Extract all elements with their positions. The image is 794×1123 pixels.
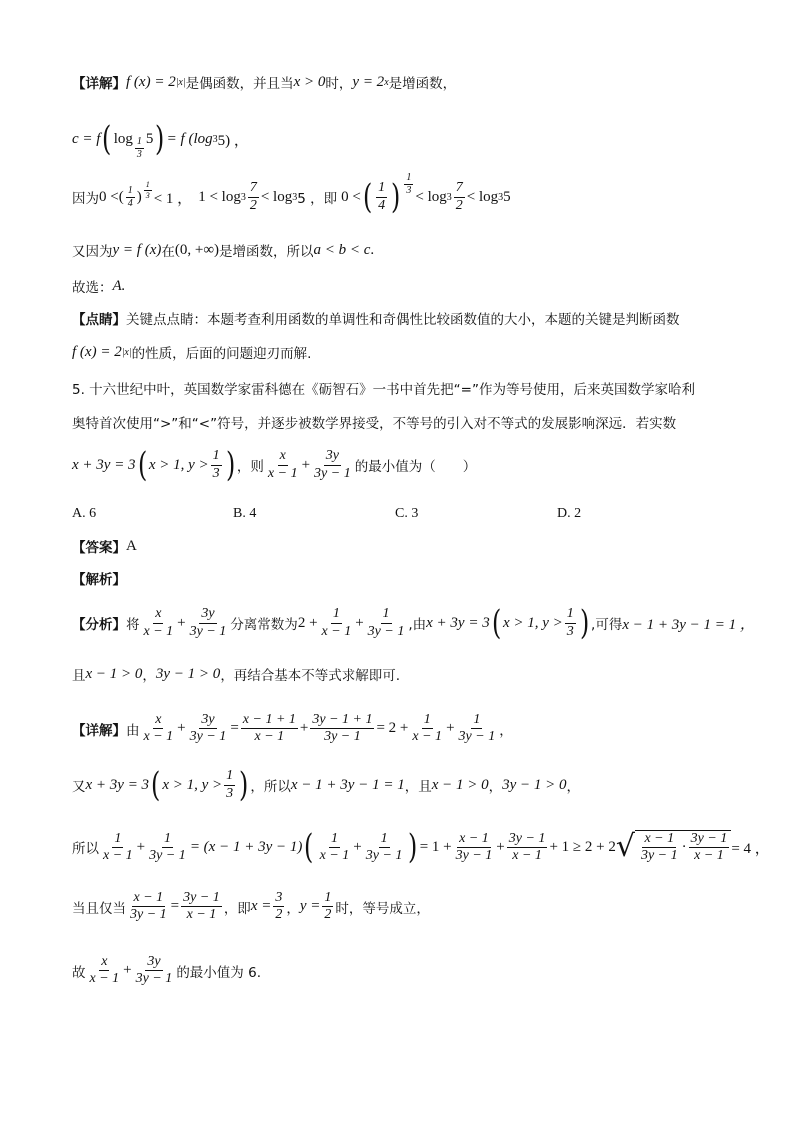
fraction: $\frac{3y}{3y - 1}$ [314, 448, 351, 481]
math: f (x) = 2 [72, 343, 122, 360]
math: = f (log [166, 130, 213, 147]
math: + [123, 962, 132, 979]
fraction: $\frac{1}{3}$ [226, 768, 234, 801]
text: 是偶函数，并且当 [185, 76, 294, 92]
math: 0 <( [99, 188, 124, 205]
math: x − 1 > 0 [431, 776, 489, 793]
math: x + 3y = 3 [426, 614, 490, 631]
detail-line-3 [72, 172, 754, 217]
answer-value: A [126, 537, 137, 554]
text: 的最小值为 6. [176, 964, 261, 981]
math-sub: 3 [292, 191, 298, 203]
text: 且 [72, 668, 86, 684]
math: log [113, 130, 133, 147]
math: x − 1 + 3y − 1 = 1 [290, 776, 405, 793]
text: ，则 [236, 459, 264, 475]
text: ，再结合基本不等式求解即可. [220, 668, 401, 684]
math: x − 1 > 0 [85, 665, 143, 682]
fraction: $\frac{3y - 1}{x - 1}$ [690, 831, 728, 864]
math-sub: 3 [212, 133, 218, 145]
fraction: $\frac{1}{4}$ [127, 185, 133, 209]
math: · [681, 839, 687, 856]
math: x > 1, y > [162, 776, 223, 793]
math-exp: |x| [121, 346, 132, 358]
fraction: $\frac{x - 1}{3y - 1}$ [455, 830, 493, 863]
math: x + 3y = 3 [72, 456, 136, 473]
text: ，所以 [250, 779, 291, 795]
text: ，即 [223, 900, 251, 917]
math: 3y − 1 > 0 [502, 776, 567, 793]
math: + [301, 456, 311, 473]
math: y = f (x) [112, 241, 162, 258]
paren-right: ) [391, 177, 401, 217]
text: 所以 [72, 841, 99, 858]
analysis-heading [72, 568, 754, 588]
analysis-line-1 [72, 603, 755, 643]
text: ， [499, 722, 513, 739]
math: x = [250, 898, 272, 915]
analysis-line-2 [72, 664, 754, 684]
math: + [353, 838, 362, 855]
fraction: $\frac{3y}{3y - 1}$ [189, 712, 227, 745]
math: 2 + [297, 614, 318, 631]
math: < 1 ， [153, 190, 193, 207]
fraction: $\frac{1}{x - 1}$ [321, 606, 352, 639]
math: A. [112, 277, 126, 294]
paren-left: ( [137, 445, 147, 485]
math: < log [260, 188, 293, 205]
math: ) [136, 188, 142, 205]
math: + [496, 838, 505, 855]
math: . [370, 241, 375, 258]
text: 关键点点睛：本题考查利用函数的单调性和奇偶性比较函数值的大小，本题的关键是判断函数 [126, 312, 680, 328]
fraction-exp: $\frac{1}{3}$ [406, 172, 412, 196]
text: 的最小值为（ ） [354, 459, 477, 475]
math-y: y = 2 [352, 73, 385, 90]
fraction: $\frac{3y}{3y - 1}$ [189, 606, 227, 639]
section-tag-analysis: 【解析】 [72, 572, 126, 588]
section-tag-analyze: 【分析】 [72, 617, 126, 633]
fraction: $\frac{1}{x - 1}$ [412, 712, 443, 745]
problem-line-2 [72, 412, 754, 432]
text: 时， [325, 76, 353, 92]
option-c: C. 3 [395, 506, 419, 521]
fraction: $\frac{x}{x - 1}$ [89, 954, 120, 987]
math: 5 [503, 188, 511, 205]
problem-text: 奥特首次使用“>”和“<”符号，并逐步被数学界接受，不等号的引入对不等式的发展影响深远．若实数 [72, 416, 677, 432]
fraction: $\frac{1}{2}$ [324, 890, 332, 923]
math: = (x − 1 + 3y − 1) [189, 838, 303, 855]
math: y = [299, 898, 321, 915]
problem-line-3 [72, 445, 754, 485]
problem-text: 5. 十六世纪中叶，英国数学家雷科德在《砺智石》一书中首先把“=”作为等号使用，后来英国数学家哈利 [72, 382, 695, 398]
math: + [177, 614, 186, 631]
text: 故选： [72, 280, 113, 296]
fraction: $\frac{1}{3y - 1}$ [367, 606, 405, 639]
solution-line-1 [72, 712, 754, 745]
math: = [230, 720, 239, 737]
paren-right: ) [155, 119, 165, 159]
fraction: $\frac{1}{3}$ [566, 606, 574, 639]
paren-left: ( [362, 177, 373, 217]
fraction: $\frac{3y - 1}{x - 1}$ [508, 830, 546, 863]
math: x + 3y = 3 [85, 776, 150, 793]
paren-left: ( [491, 603, 501, 643]
fraction: $\frac{x - 1}{3y - 1}$ [640, 831, 678, 864]
math: = 2 + [376, 720, 409, 737]
solution-line-4 [72, 890, 754, 923]
text: 是增函数， [388, 76, 457, 92]
fraction: $\frac{x}{x - 1}$ [267, 448, 298, 481]
math: + [136, 838, 146, 855]
math: a < b < c [313, 241, 371, 258]
fraction: $\frac{1}{x - 1}$ [103, 830, 133, 863]
text: ,由 [408, 617, 427, 633]
math: 0 < [341, 188, 361, 205]
math: = 1 + [419, 838, 452, 855]
paren-right: ) [408, 827, 418, 868]
fraction: $\frac{x}{x - 1}$ [143, 712, 174, 745]
note-line-1 [72, 308, 754, 328]
section-tag-answer: 【答案】 [72, 540, 126, 556]
sqrt: √ $\frac{x - 1}{3y - 1}$ · $\frac{3y - 1}{x - 1}$ [616, 830, 731, 864]
text: ， [142, 668, 156, 684]
math: 1 < log [198, 188, 241, 205]
solution-line-2 [72, 765, 754, 805]
math: x − 1 + 3y − 1 = 1 ， [622, 616, 755, 633]
option-d: D. 2 [557, 506, 582, 521]
solution-line-5 [72, 954, 754, 987]
fraction: $\frac{x}{x - 1}$ [143, 606, 174, 639]
math-sub: 3 [446, 191, 452, 203]
fraction: $\frac{1}{3y - 1}$ [365, 830, 403, 863]
fraction: $\frac{1}{3y - 1}$ [149, 830, 186, 863]
fraction: $\frac{3y - 1}{x - 1}$ [183, 890, 220, 923]
text: 由 [126, 722, 140, 739]
text: 的性质，后面的问题迎刃而解. [131, 346, 312, 362]
section-tag-note: 【点睛】 [72, 312, 126, 328]
text: 当且仅当 [72, 900, 126, 917]
problem-line-1 [72, 378, 754, 398]
paren-left: ( [102, 119, 112, 159]
fraction: $\frac{1}{4}$ [378, 180, 386, 213]
math: < log [466, 188, 499, 205]
math: 5) ， [217, 132, 249, 149]
math: + 1 ≥ 2 + 2 [549, 838, 616, 855]
detail-line-1 [72, 72, 754, 92]
math-sub: 3 [498, 191, 504, 203]
text: 5 ，即 [297, 191, 338, 207]
math: x > 1, y > [148, 456, 209, 473]
math: = [170, 898, 180, 915]
fraction: $\frac{x - 1 + 1}{x - 1}$ [242, 712, 296, 745]
math: = 4 ， [731, 840, 770, 857]
fraction: $\frac{7}{2}$ [249, 180, 257, 213]
text: 因为 [72, 191, 99, 207]
section-tag-detail: 【详解】 [72, 76, 126, 92]
option-a: A. 6 [72, 506, 97, 521]
text: ， [566, 779, 581, 795]
paren-right: ) [225, 445, 235, 485]
fraction: $\frac{1}{3y - 1}$ [458, 712, 496, 745]
math: x > 1, y > [502, 614, 563, 631]
fraction-base: $\frac{1}{3}$ [136, 136, 142, 160]
detail-line-4 [72, 240, 754, 260]
fraction: $\frac{x - 1}{3y - 1}$ [130, 890, 167, 923]
math: + [446, 720, 455, 737]
math: + [177, 720, 186, 737]
paren-left: ( [151, 765, 161, 805]
math: 3y − 1 > 0 [155, 665, 221, 682]
math: c = f [72, 130, 101, 147]
text: ,可得 [591, 617, 623, 633]
text: ， [286, 900, 300, 917]
fraction: $\frac{3y}{3y - 1}$ [135, 954, 173, 987]
math-cond: x > 0 [293, 73, 326, 90]
paren-left: ( [304, 827, 314, 868]
math: (0, +∞) [174, 241, 220, 258]
note-line-2 [72, 342, 754, 362]
fraction: $\frac{1}{3}$ [212, 448, 220, 481]
math: + [355, 614, 364, 631]
solution-line-3 [72, 827, 770, 868]
text: 故 [72, 964, 86, 981]
math-abs-exp: |x| [175, 76, 186, 88]
math: < log [415, 188, 447, 205]
answer-line [72, 536, 754, 556]
text: ，且 [404, 779, 432, 795]
math-fx: f (x) = 2 [126, 73, 176, 90]
option-b: B. 4 [233, 506, 257, 521]
text: 又 [72, 779, 86, 795]
math-sub: 3 [240, 191, 246, 203]
fraction-exp: $\frac{1}{3}$ [145, 180, 150, 200]
text: 时，等号成立， [335, 900, 430, 917]
math-exp: x [384, 76, 389, 88]
answer-choice-line [72, 276, 754, 296]
section-tag-detail: 【详解】 [72, 722, 126, 739]
text: 是增函数，所以 [219, 244, 314, 260]
paren-right: ) [239, 765, 249, 805]
text: 将 [126, 617, 140, 633]
paren-right: ) [579, 603, 590, 643]
text: ， [488, 779, 503, 795]
text: 分离常数为 [230, 617, 298, 633]
math: 5 [145, 130, 154, 147]
text: 在 [161, 244, 175, 260]
fraction: $\frac{1}{x - 1}$ [319, 830, 350, 863]
detail-line-2 [72, 118, 754, 160]
fraction: $\frac{3}{2}$ [275, 890, 283, 923]
text: 又因为 [72, 244, 113, 260]
fraction: $\frac{3y - 1 + 1}{3y - 1}$ [312, 712, 373, 745]
math: + [299, 720, 309, 737]
fraction: $\frac{7}{2}$ [455, 180, 463, 213]
